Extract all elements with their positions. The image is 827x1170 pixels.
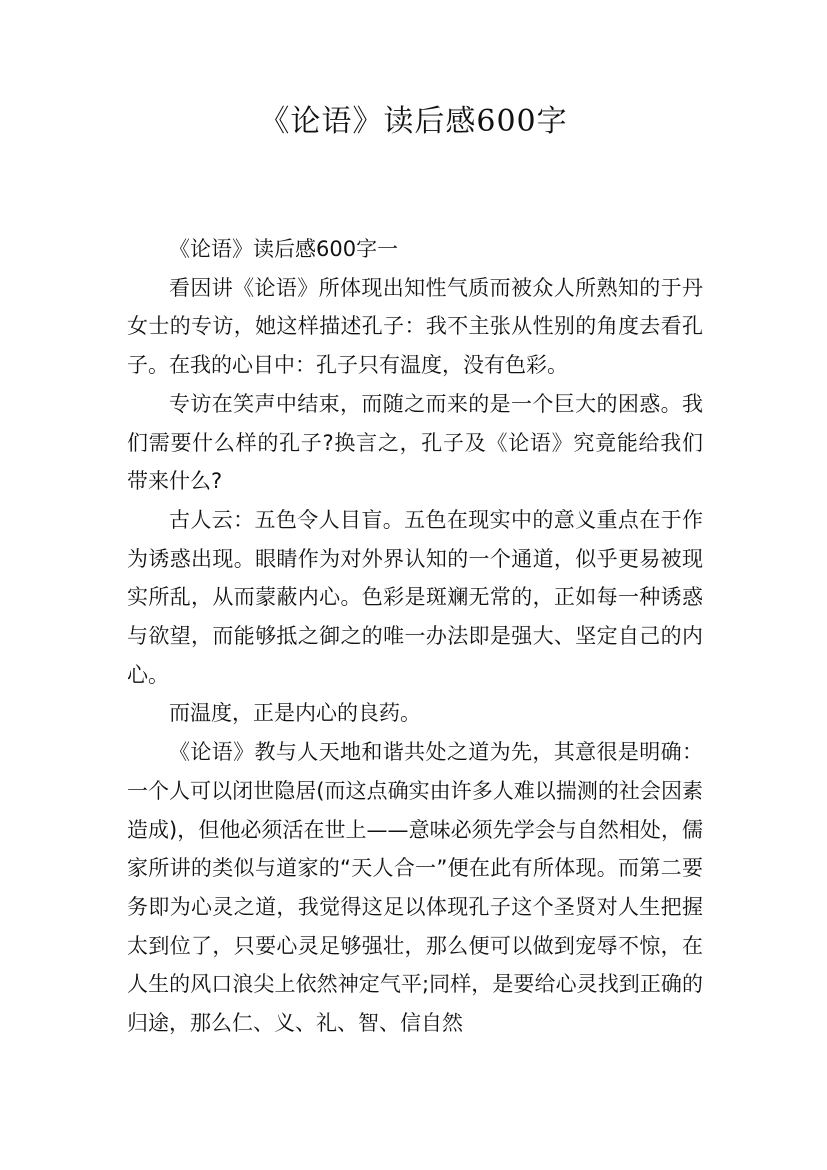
document-body — [127, 230, 703, 1043]
paragraph-2: 专访在笑声中结束，而随之而来的是一个巨大的困惑。我们需要什么样的孔子?换言之，孔子及《论语》究竟能给我们带来什么? — [127, 391, 703, 494]
paragraph-1: 看因讲《论语》所体现出知性气质而被众人所熟知的于丹女士的专访，她这样描述孔子：我不主张从性别的角度去看孔子。在我的心目中：孔子只有温度，没有色彩。 — [127, 275, 703, 378]
paragraph-5: 《论语》教与人天地和谐共处之道为先，其意很是明确：一个人可以闭世隐居(而这点确实由许多人难以揣测的社会因素造成)，但他必须活在世上——意味必须先学会与自然相处，儒家所讲的类似与道家的“天人合一”便在此有所体现。而第二要务即为心灵之道，我觉得这足以体现孔子这个圣贤对人生把握太到位了，只要心灵足够强壮，那么便可以做到宠辱不惊，在人生的风口浪尖上依然神定气平;同样，是要给心灵找到正确的归途，那么仁、义、礼、智、信自然 — [127, 740, 703, 1036]
document-title: 《论语》读后感600字 — [259, 104, 568, 139]
paragraph-3: 古人云：五色令人目盲。五色在现实中的意义重点在于作为诱惑出现。眼睛作为对外界认知的一个通道，似乎更易被现实所乱，从而蒙蔽内心。色彩是斑斓无常的，正如每一种诱惑与欲望，而能够抵之御之的唯一办法即是强大、坚定自己的内心。 — [127, 507, 703, 687]
paragraph-4: 而温度，正是内心的良药。 — [169, 701, 421, 726]
section-heading: 《论语》读后感600字一 — [169, 237, 399, 261]
